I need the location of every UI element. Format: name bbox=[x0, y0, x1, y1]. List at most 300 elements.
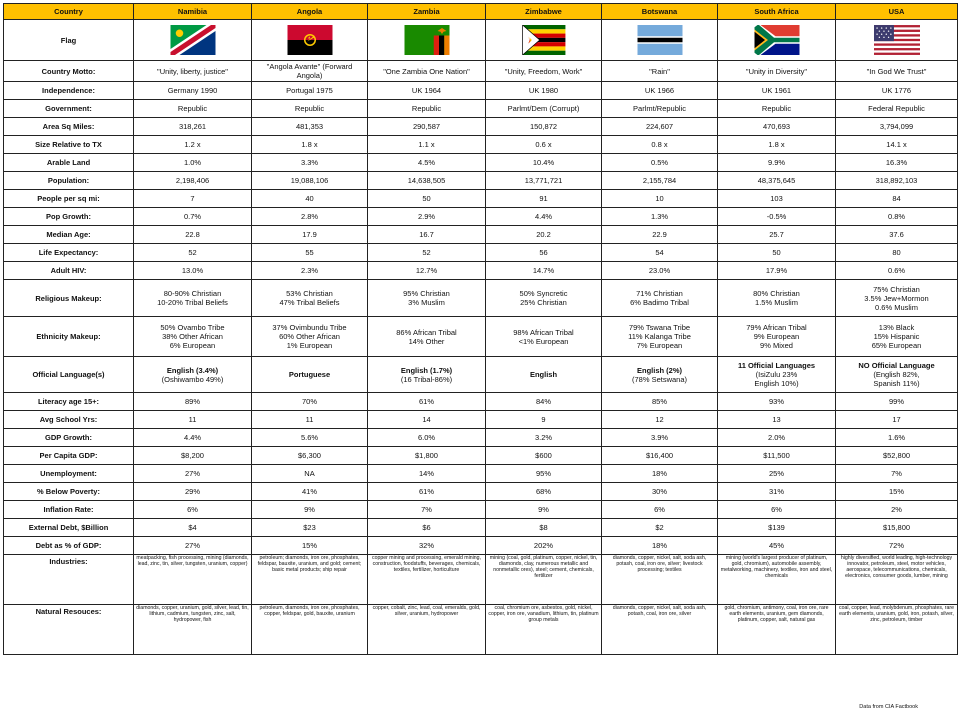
table-cell: 481,353 bbox=[252, 118, 368, 136]
table-row bbox=[4, 537, 958, 555]
table-cell: 470,693 bbox=[718, 118, 836, 136]
table-cell: copper, cobalt, zinc, lead, coal, emeralds, gold, silver, uranium, hydropower bbox=[368, 605, 486, 655]
table-cell: 1.8 x bbox=[252, 136, 368, 154]
table-cell: $16,400 bbox=[602, 447, 718, 465]
source-footnote: Data from CIA Factbook bbox=[859, 704, 918, 710]
table-cell bbox=[602, 357, 718, 393]
row-label: GDP Growth: bbox=[4, 429, 134, 447]
table-cell: 0.5% bbox=[602, 154, 718, 172]
table-cell: NA bbox=[252, 465, 368, 483]
table-cell: 16.7 bbox=[368, 226, 486, 244]
table-cell: 290,587 bbox=[368, 118, 486, 136]
row-label: Religious Makeup: bbox=[4, 280, 134, 317]
cell-line: 75% Christian bbox=[873, 284, 920, 294]
row-label: Industries: bbox=[4, 555, 134, 605]
table-cell: 9 bbox=[486, 411, 602, 429]
table-cell: 19,088,106 bbox=[252, 172, 368, 190]
table-cell: 15% bbox=[836, 483, 958, 501]
cell-line: 98% African Tribal bbox=[513, 327, 574, 337]
table-cell: 5.6% bbox=[252, 429, 368, 447]
cell-line: Spanish 11%) bbox=[873, 379, 920, 388]
table-cell bbox=[718, 317, 836, 357]
table-cell: mining (world's largest producer of platinum, gold, chromium), automobile assembly, metalworking, machinery, textiles, iron and steel, chemicals bbox=[718, 555, 836, 605]
table-cell: 61% bbox=[368, 393, 486, 411]
table-cell: 318,892,103 bbox=[836, 172, 958, 190]
table-cell: 14,638,505 bbox=[368, 172, 486, 190]
cell-line: English bbox=[529, 370, 558, 379]
table-row bbox=[4, 317, 958, 357]
cell-line: 86% African Tribal bbox=[396, 327, 457, 337]
cell-line: 80-90% Christian bbox=[163, 289, 222, 298]
table-row bbox=[4, 190, 958, 208]
cell-line: 9% Mixed bbox=[760, 341, 793, 350]
table-cell: 93% bbox=[718, 393, 836, 411]
table-cell: 27% bbox=[134, 537, 252, 555]
table-cell: 103 bbox=[718, 190, 836, 208]
row-label: Unemployment: bbox=[4, 465, 134, 483]
table-cell: 40 bbox=[252, 190, 368, 208]
table-cell: 18% bbox=[602, 465, 718, 483]
table-row bbox=[4, 118, 958, 136]
cell-line: English 10%) bbox=[754, 379, 799, 388]
table-cell: "One Zambia One Nation" bbox=[368, 61, 486, 82]
table-cell: 48,375,645 bbox=[718, 172, 836, 190]
row-label: Flag bbox=[4, 20, 134, 61]
table-row bbox=[4, 447, 958, 465]
table-cell: $8,200 bbox=[134, 447, 252, 465]
table-cell: gold, chromium, antimony, coal, iron ore, rare earth elements, uranium, gem diamonds, platinum, copper, salt, natural gas bbox=[718, 605, 836, 655]
cell-line: (16 Tribal-86%) bbox=[400, 374, 453, 384]
table-cell: 27% bbox=[134, 465, 252, 483]
table-cell bbox=[134, 317, 252, 357]
row-label: Inflation Rate: bbox=[4, 501, 134, 519]
table-cell bbox=[134, 357, 252, 393]
row-label: Official Language(s) bbox=[4, 357, 134, 393]
table-cell: UK 1980 bbox=[486, 82, 602, 100]
table-cell: 25.7 bbox=[718, 226, 836, 244]
cell-line: 37% Ovimbundu Tribe bbox=[272, 323, 347, 332]
table-row bbox=[4, 154, 958, 172]
table-cell bbox=[836, 357, 958, 393]
table-cell: -0.5% bbox=[718, 208, 836, 226]
table-cell: 22.9 bbox=[602, 226, 718, 244]
table-cell: 20.2 bbox=[486, 226, 602, 244]
table-row bbox=[4, 411, 958, 429]
table-cell: 3.2% bbox=[486, 429, 602, 447]
header-botswana: Botswana bbox=[602, 4, 718, 20]
table-cell: mining (coal, gold, platinum, copper, nickel, tin, diamonds, clay, numerous metallic and nonmetallic ores), steel; cement, chemicals, fertilizer bbox=[486, 555, 602, 605]
row-label: Arable Land bbox=[4, 154, 134, 172]
table-cell bbox=[486, 280, 602, 317]
table-cell: 4.4% bbox=[134, 429, 252, 447]
table-cell: $6,300 bbox=[252, 447, 368, 465]
table-cell: 2.3% bbox=[252, 262, 368, 280]
table-cell: diamonds, copper, nickel, salt, soda ash, potash, coal, iron ore, silver; livestock processing; textiles bbox=[602, 555, 718, 605]
table-row bbox=[4, 393, 958, 411]
table-cell: 1.0% bbox=[134, 154, 252, 172]
table-cell: 1.8 x bbox=[718, 136, 836, 154]
table-cell: 72% bbox=[836, 537, 958, 555]
zambia-flag-icon bbox=[404, 25, 450, 55]
table-cell: 1.1 x bbox=[368, 136, 486, 154]
cell-line: 7% European bbox=[636, 341, 683, 350]
flag-cell bbox=[718, 20, 836, 61]
cell-line: <1% European bbox=[518, 336, 569, 346]
table-cell: Germany 1990 bbox=[134, 82, 252, 100]
table-cell: 1.6% bbox=[836, 429, 958, 447]
table-cell: "Unity in Diversity" bbox=[718, 61, 836, 82]
table-row bbox=[4, 605, 958, 655]
table-cell: 50 bbox=[368, 190, 486, 208]
table-row bbox=[4, 61, 958, 82]
flag-cell bbox=[836, 20, 958, 61]
flag-cell bbox=[134, 20, 252, 61]
cell-line: 9% European bbox=[753, 332, 800, 341]
cell-line: English (1.7%) bbox=[400, 365, 453, 375]
row-label: Population: bbox=[4, 172, 134, 190]
table-row bbox=[4, 555, 958, 605]
table-row bbox=[4, 136, 958, 154]
table-cell bbox=[718, 280, 836, 317]
table-cell: petroleum; diamonds, iron ore, phosphates, feldspar, bauxite, uranium, and gold; cement; basic metal products; ship repair bbox=[252, 555, 368, 605]
cell-line: 65% European bbox=[871, 341, 922, 350]
zimbabwe-flag-icon bbox=[521, 25, 567, 55]
row-label: External Debt, $Billion bbox=[4, 519, 134, 537]
cell-line: 53% Christian bbox=[286, 289, 333, 298]
table-cell: UK 1964 bbox=[368, 82, 486, 100]
flag-cell bbox=[368, 20, 486, 61]
row-label: Adult HIV: bbox=[4, 262, 134, 280]
table-cell: 1.2 x bbox=[134, 136, 252, 154]
table-cell: $11,500 bbox=[718, 447, 836, 465]
cell-line: 60% Other African bbox=[279, 332, 340, 341]
table-cell bbox=[486, 357, 602, 393]
table-cell: 50 bbox=[718, 244, 836, 262]
table-cell: 2,155,784 bbox=[602, 172, 718, 190]
table-cell bbox=[134, 280, 252, 317]
table-cell: Republic bbox=[718, 100, 836, 118]
flag-cell bbox=[252, 20, 368, 61]
table-cell: 1.3% bbox=[602, 208, 718, 226]
table-cell: 6% bbox=[718, 501, 836, 519]
cell-line: 50% Ovambo Tribe bbox=[160, 323, 225, 332]
table-cell: meatpacking, fish processing, mining (diamonds, lead, zinc, tin, silver, tungsten, uranium, copper) bbox=[134, 555, 252, 605]
table-cell bbox=[602, 317, 718, 357]
table-cell: 99% bbox=[836, 393, 958, 411]
table-cell: 2,198,406 bbox=[134, 172, 252, 190]
cell-line: 1% European bbox=[286, 341, 333, 350]
row-label: People per sq mi: bbox=[4, 190, 134, 208]
cell-line: 3.5% Jew+Mormon bbox=[864, 293, 929, 303]
table-cell: 70% bbox=[252, 393, 368, 411]
table-cell: $15,800 bbox=[836, 519, 958, 537]
header-zambia: Zambia bbox=[368, 4, 486, 20]
cell-line: 79% Tswana Tribe bbox=[628, 323, 691, 332]
cell-line: (78% Setswana) bbox=[631, 374, 688, 384]
row-label: Life Expectancy: bbox=[4, 244, 134, 262]
table-cell: 224,607 bbox=[602, 118, 718, 136]
table-cell: 37.6 bbox=[836, 226, 958, 244]
table-cell: 6.0% bbox=[368, 429, 486, 447]
cell-line: 38% Other African bbox=[162, 332, 223, 341]
cell-line: 79% African Tribal bbox=[746, 323, 807, 332]
row-label: Literacy age 15+: bbox=[4, 393, 134, 411]
table-cell: 17.9% bbox=[718, 262, 836, 280]
table-cell: 52 bbox=[134, 244, 252, 262]
table-cell: UK 1961 bbox=[718, 82, 836, 100]
table-cell: 13.0% bbox=[134, 262, 252, 280]
row-label: Size Relative to TX bbox=[4, 136, 134, 154]
table-row bbox=[4, 465, 958, 483]
table-row bbox=[4, 208, 958, 226]
table-cell: $23 bbox=[252, 519, 368, 537]
table-row bbox=[4, 429, 958, 447]
table-row bbox=[4, 501, 958, 519]
cell-line: 14% Other bbox=[408, 336, 445, 346]
flag-cell bbox=[486, 20, 602, 61]
cell-line: English (2%) bbox=[636, 365, 682, 375]
table-cell bbox=[252, 317, 368, 357]
table-cell: 80 bbox=[836, 244, 958, 262]
table-cell: UK 1966 bbox=[602, 82, 718, 100]
table-cell: UK 1776 bbox=[836, 82, 958, 100]
table-cell: 6% bbox=[602, 501, 718, 519]
table-cell: petroleum, diamonds, iron ore, phosphates, copper, feldspar, gold, bauxite, uranium bbox=[252, 605, 368, 655]
table-cell: 4.5% bbox=[368, 154, 486, 172]
table-cell: coal, copper, lead, molybdenum, phosphates, rare earth elements, uranium, gold, iron, potash, silver, zinc, petroleum, timber bbox=[836, 605, 958, 655]
table-cell: $4 bbox=[134, 519, 252, 537]
namibia-flag-icon bbox=[170, 25, 216, 55]
table-cell: 17.9 bbox=[252, 226, 368, 244]
table-cell: "Unity, Freedom, Work" bbox=[486, 61, 602, 82]
table-cell: 22.8 bbox=[134, 226, 252, 244]
header-angola: Angola bbox=[252, 4, 368, 20]
table-cell: 14% bbox=[368, 465, 486, 483]
table-cell: 84% bbox=[486, 393, 602, 411]
table-cell: 61% bbox=[368, 483, 486, 501]
table-row bbox=[4, 226, 958, 244]
table-cell bbox=[252, 280, 368, 317]
row-label: Per Capita GDP: bbox=[4, 447, 134, 465]
table-cell: "In God We Trust" bbox=[836, 61, 958, 82]
table-cell: 12.7% bbox=[368, 262, 486, 280]
table-cell: 9% bbox=[252, 501, 368, 519]
row-label: Independence: bbox=[4, 82, 134, 100]
table-cell: 10.4% bbox=[486, 154, 602, 172]
cell-line: NO Official Language bbox=[858, 361, 935, 370]
table-cell: Republic bbox=[134, 100, 252, 118]
angola-flag-icon bbox=[287, 25, 333, 55]
table-cell: Republic bbox=[252, 100, 368, 118]
table-cell: 6% bbox=[134, 501, 252, 519]
cell-line: 6% Badimo Tribal bbox=[630, 298, 689, 307]
row-label: Government: bbox=[4, 100, 134, 118]
row-label: Median Age: bbox=[4, 226, 134, 244]
cell-line: 11% Kalanga Tribe bbox=[628, 332, 691, 341]
table-cell: 0.7% bbox=[134, 208, 252, 226]
table-cell: 45% bbox=[718, 537, 836, 555]
table-cell: 55 bbox=[252, 244, 368, 262]
table-cell: 7% bbox=[836, 465, 958, 483]
table-cell: 7% bbox=[368, 501, 486, 519]
table-cell: 14 bbox=[368, 411, 486, 429]
cell-line: English (3.4%) bbox=[166, 365, 219, 375]
cell-line: 3% Muslim bbox=[408, 298, 445, 307]
table-cell: 9.9% bbox=[718, 154, 836, 172]
table-cell: 7 bbox=[134, 190, 252, 208]
table-cell: 318,261 bbox=[134, 118, 252, 136]
table-cell: 91 bbox=[486, 190, 602, 208]
table-cell: Parlmt/Dem (Corrupt) bbox=[486, 100, 602, 118]
table-cell: 54 bbox=[602, 244, 718, 262]
flag-cell bbox=[602, 20, 718, 61]
table-cell: 0.6 x bbox=[486, 136, 602, 154]
table-row bbox=[4, 262, 958, 280]
table-cell: copper mining and processing, emerald mining, construction, foodstuffs, beverages, chemicals, textiles, fertilizer, horticulture bbox=[368, 555, 486, 605]
table-cell: "Angola Avante" (Forward Angola) bbox=[252, 61, 368, 82]
table-cell: 84 bbox=[836, 190, 958, 208]
table-cell: $1,800 bbox=[368, 447, 486, 465]
table-cell: 0.8% bbox=[836, 208, 958, 226]
table-cell: 3,794,099 bbox=[836, 118, 958, 136]
table-cell: 18% bbox=[602, 537, 718, 555]
table-cell bbox=[368, 317, 486, 357]
row-label: Pop Growth: bbox=[4, 208, 134, 226]
cell-line: 50% Syncretic bbox=[519, 289, 568, 298]
cell-line: 10-20% Tribal Beliefs bbox=[157, 298, 228, 307]
table-cell: 0.8 x bbox=[602, 136, 718, 154]
table-cell bbox=[368, 280, 486, 317]
table-row bbox=[4, 172, 958, 190]
cell-line: 47% Tribal Beliefs bbox=[279, 298, 340, 307]
table-cell: 29% bbox=[134, 483, 252, 501]
table-cell: 0.6% bbox=[836, 262, 958, 280]
cell-line: 80% Christian bbox=[753, 289, 800, 298]
row-label: Area Sq Miles: bbox=[4, 118, 134, 136]
table-cell: 30% bbox=[602, 483, 718, 501]
header-country: Country bbox=[4, 4, 134, 20]
table-cell: "Rain" bbox=[602, 61, 718, 82]
table-cell: 4.4% bbox=[486, 208, 602, 226]
table-cell: 56 bbox=[486, 244, 602, 262]
table-row bbox=[4, 483, 958, 501]
cell-line: (IsiZulu 23% bbox=[755, 370, 798, 379]
table-cell: Federal Republic bbox=[836, 100, 958, 118]
table-cell: 25% bbox=[718, 465, 836, 483]
cell-line: 15% Hispanic bbox=[873, 332, 920, 341]
table-cell: Parlmt/Republic bbox=[602, 100, 718, 118]
table-row bbox=[4, 100, 958, 118]
cell-line: 71% Christian bbox=[636, 289, 683, 298]
cell-line: 25% Christian bbox=[520, 298, 567, 307]
table-cell: Portugal 1975 bbox=[252, 82, 368, 100]
table-cell: Republic bbox=[368, 100, 486, 118]
table-cell: "Unity, liberty, justice" bbox=[134, 61, 252, 82]
table-cell: 32% bbox=[368, 537, 486, 555]
table-cell: 89% bbox=[134, 393, 252, 411]
table-cell: 12 bbox=[602, 411, 718, 429]
table-cell bbox=[718, 357, 836, 393]
header-zimbabwe: Zimbabwe bbox=[486, 4, 602, 20]
table-cell: 10 bbox=[602, 190, 718, 208]
table-cell: $2 bbox=[602, 519, 718, 537]
row-label: Natural Resouces: bbox=[4, 605, 134, 655]
cell-line: (Oshiwambo 49%) bbox=[161, 374, 224, 384]
table-cell bbox=[368, 357, 486, 393]
table-cell: $52,800 bbox=[836, 447, 958, 465]
table-row bbox=[4, 519, 958, 537]
table-cell: diamonds, copper, uranium, gold, silver, lead, tin, lithium, cadmium, tungsten, zinc, salt, hydropower, fish bbox=[134, 605, 252, 655]
table-cell: 41% bbox=[252, 483, 368, 501]
table-cell: 95% bbox=[486, 465, 602, 483]
table-cell: 150,872 bbox=[486, 118, 602, 136]
table-cell: coal, chromium ore, asbestos, gold, nickel, copper, iron ore, vanadium, lithium, tin, platinum group metals bbox=[486, 605, 602, 655]
cell-line: 95% Christian bbox=[403, 289, 450, 298]
row-label: % Below Poverty: bbox=[4, 483, 134, 501]
table-row bbox=[4, 357, 958, 393]
table-cell: 14.1 x bbox=[836, 136, 958, 154]
table-cell: 2% bbox=[836, 501, 958, 519]
country-comparison-table bbox=[3, 3, 958, 655]
table-cell: 68% bbox=[486, 483, 602, 501]
table-cell: 15% bbox=[252, 537, 368, 555]
table-cell: $600 bbox=[486, 447, 602, 465]
cell-line: 13% Black bbox=[878, 323, 915, 332]
table-cell: 2.0% bbox=[718, 429, 836, 447]
flag-row bbox=[4, 20, 958, 61]
cell-line: 1.5% Muslim bbox=[755, 298, 798, 307]
table-cell: 23.0% bbox=[602, 262, 718, 280]
table-cell: 85% bbox=[602, 393, 718, 411]
row-label: Country Motto: bbox=[4, 61, 134, 82]
cell-line: 6% European bbox=[169, 341, 216, 350]
cell-line: 0.6% Muslim bbox=[875, 302, 918, 312]
table-cell: 2.9% bbox=[368, 208, 486, 226]
cell-line: Portuguese bbox=[288, 370, 331, 379]
table-cell: 13 bbox=[718, 411, 836, 429]
table-cell: $8 bbox=[486, 519, 602, 537]
cell-line: (English 82%, bbox=[873, 370, 920, 379]
table-cell: $139 bbox=[718, 519, 836, 537]
cell-line: 11 Official Languages bbox=[737, 361, 816, 370]
header-row bbox=[4, 4, 958, 20]
table-cell bbox=[486, 317, 602, 357]
table-row bbox=[4, 82, 958, 100]
table-cell: 11 bbox=[252, 411, 368, 429]
table-cell: diamonds, copper, nickel, salt, soda ash, potash, coal, iron ore, silver bbox=[602, 605, 718, 655]
table-cell: 9% bbox=[486, 501, 602, 519]
row-label: Avg School Yrs: bbox=[4, 411, 134, 429]
table-cell bbox=[252, 357, 368, 393]
header-south-africa: South Africa bbox=[718, 4, 836, 20]
header-namibia: Namibia bbox=[134, 4, 252, 20]
table-cell: 52 bbox=[368, 244, 486, 262]
botswana-flag-icon bbox=[637, 25, 683, 55]
table-cell: 3.9% bbox=[602, 429, 718, 447]
table-cell: 3.3% bbox=[252, 154, 368, 172]
table-cell: 2.8% bbox=[252, 208, 368, 226]
table-row bbox=[4, 244, 958, 262]
table-cell: 17 bbox=[836, 411, 958, 429]
header-usa: USA bbox=[836, 4, 958, 20]
table-cell: 13,771,721 bbox=[486, 172, 602, 190]
row-label: Debt as % of GDP: bbox=[4, 537, 134, 555]
usa-flag-icon bbox=[874, 25, 920, 55]
table-cell: 11 bbox=[134, 411, 252, 429]
south-africa-flag-icon bbox=[754, 25, 800, 55]
row-label: Ethnicity Makeup: bbox=[4, 317, 134, 357]
table-cell: highly diversified, world leading, high-technology innovator, petroleum, steel, motor vehicles, aerospace, telecommunications, chemicals, electronics, consumer goods, lumber, mining bbox=[836, 555, 958, 605]
